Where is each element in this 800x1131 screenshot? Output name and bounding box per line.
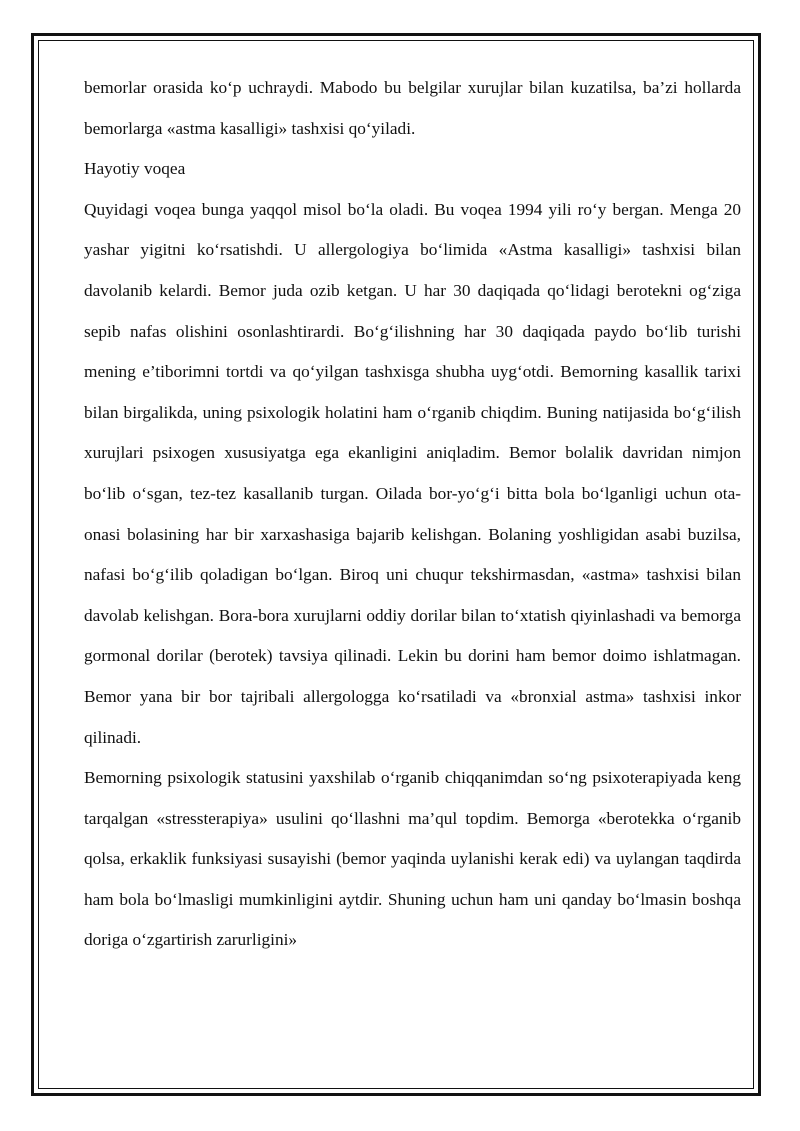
paragraph-continuation: bemorlar orasida ko‘p uchraydi. Mabodo bu belgilar xurujlar bilan kuzatilsa, ba’zi hollarda bemorlarga «astma kasalligi» tashxisi qo‘yiladi. [84, 78, 741, 138]
paragraph-story: Quyidagi voqea bunga yaqqol misol bo‘la oladi. Bu voqea 1994 yili ro‘y bergan. Menga 20 yashar yigitni ko‘rsatishdi. U allergologiya bo‘limida «Astma kasalligi» tashxisi bilan davolanib kelardi. Bemor juda ozib ketgan. U har 30 daqiqada qo‘lidagi berotekni og‘ziga sepib nafas olishini osonlashtirardi. Bo‘g‘ilishning har 30 daqiqada paydo bo‘lib turishi mening e’tiborimni tortdi va qo‘yilgan tashxisga shubha uyg‘otdi. Bemorning kasallik tarixi bilan birgalikda, uning psixologik holatini ham o‘rganib chiqdim. Buning natijasida bo‘g‘ilish xurujlari psixogen xususiyatga ega ekanligini aniqladim. Bemor bolalik davridan nimjon bo‘lib o‘sgan, tez-tez kasallanib turgan. Oilada bor-yo‘g‘i bitta bola bo‘lganligi uchun ota-onasi bolasining har bir xarxashasiga bajarib kelishgan. Bolaning yoshligidan asabi buzilsa, nafasi bo‘g‘ilib qoladigan bo‘lgan. Biroq uni chuqur tekshirmasdan, «astma» tashxisi bilan davolab kelishgan. Bora-bora xurujlarni oddiy dorilar bilan to‘xtatish qiyinlashadi va bemorga gormonal dorilar (berotek) tavsiya qilinadi. Lekin bu dorini ham bemor doimo ishlatmagan. Bemor yana bir bor tajribali allergologga ko‘rsatiladi va «bronxial astma» tashxisi inkor qilinadi. [84, 199, 741, 747]
paragraph-therapy: Bemorning psixologik statusini yaxshilab o‘rganib chiqqanimdan so‘ng psixoterapiyada keng tarqalgan «stressterapiya» usulini qo‘llashni ma’qul topdim. Bemorga «berotekka o‘rganib qolsa, erkaklik funksiyasi susayishi (bemor yaqinda uylanishi kerak edi) va uylangan taqdirda ham bola bo‘lmasligi mumkinligini aytdir. Shuning uchun ham uni qanday bo‘lmasin boshqa doriga o‘zgartirish zarurligini» [84, 768, 741, 950]
section-heading: Hayotiy voqea [84, 159, 186, 179]
page-body-text [84, 68, 741, 961]
